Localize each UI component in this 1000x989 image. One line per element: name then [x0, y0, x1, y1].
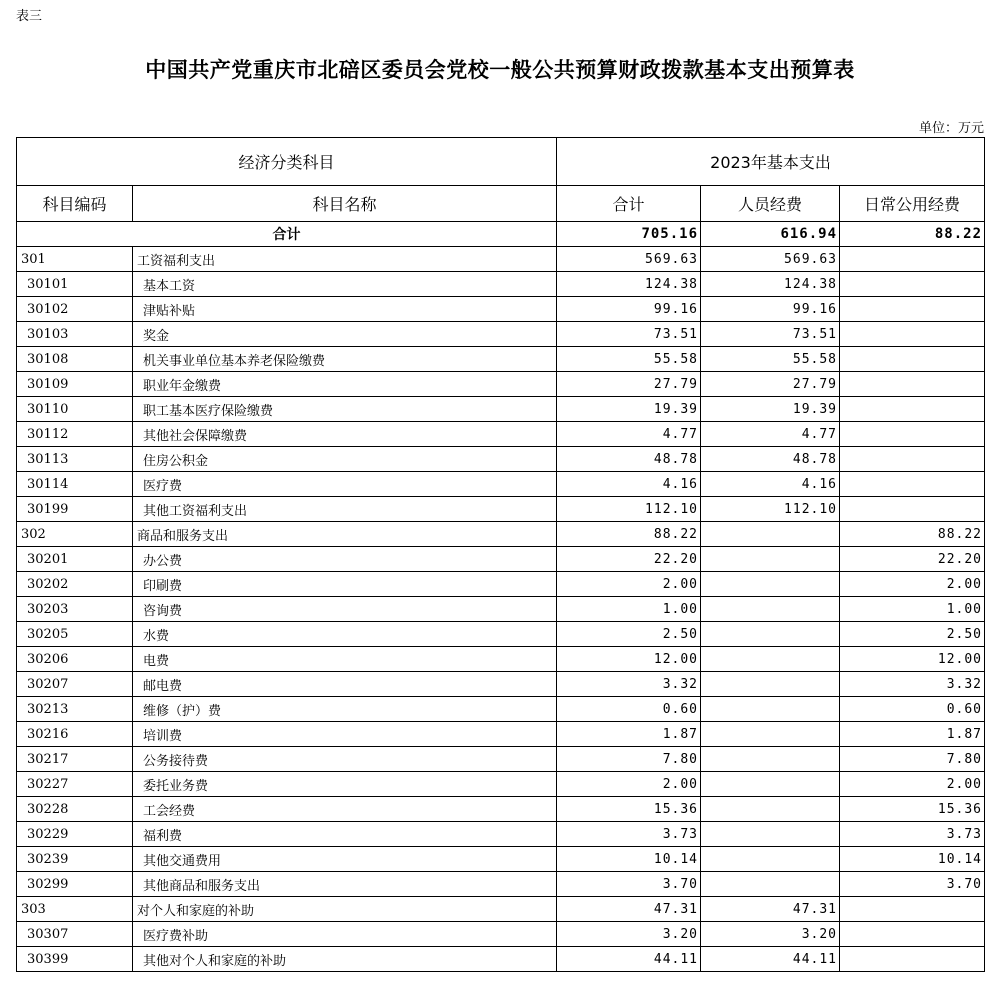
row-name: 对个人和家庭的补助 [133, 897, 557, 922]
row-public: 1.00 [840, 597, 985, 622]
row-code: 30109 [17, 372, 133, 397]
row-personnel [701, 597, 840, 622]
row-public: 0.60 [840, 697, 985, 722]
row-name: 培训费 [133, 722, 557, 747]
row-total: 2.00 [557, 772, 701, 797]
table-row [17, 572, 985, 597]
row-code: 30239 [17, 847, 133, 872]
row-personnel [701, 622, 840, 647]
header-row-columns [17, 186, 985, 222]
row-name: 委托业务费 [133, 772, 557, 797]
row-public [840, 947, 985, 972]
row-public [840, 247, 985, 272]
row-public: 2.00 [840, 572, 985, 597]
table-row [17, 722, 985, 747]
table-row [17, 397, 985, 422]
row-code: 30110 [17, 397, 133, 422]
row-total: 0.60 [557, 697, 701, 722]
row-code: 30199 [17, 497, 133, 522]
table-row [17, 347, 985, 372]
total-row [17, 222, 985, 247]
header-name: 科目名称 [133, 186, 557, 222]
row-public: 3.70 [840, 872, 985, 897]
row-code: 30217 [17, 747, 133, 772]
table-row [17, 247, 985, 272]
row-code: 30202 [17, 572, 133, 597]
row-total: 7.80 [557, 747, 701, 772]
row-code: 30399 [17, 947, 133, 972]
row-total: 1.00 [557, 597, 701, 622]
table-row [17, 672, 985, 697]
row-public [840, 272, 985, 297]
row-public: 3.32 [840, 672, 985, 697]
row-name: 医疗费补助 [133, 922, 557, 947]
row-total: 55.58 [557, 347, 701, 372]
row-name: 咨询费 [133, 597, 557, 622]
row-total: 22.20 [557, 547, 701, 572]
row-name: 其他交通费用 [133, 847, 557, 872]
row-total: 3.32 [557, 672, 701, 697]
row-name: 公务接待费 [133, 747, 557, 772]
row-code: 30112 [17, 422, 133, 447]
row-total: 2.50 [557, 622, 701, 647]
row-name: 商品和服务支出 [133, 522, 557, 547]
row-personnel: 44.11 [701, 947, 840, 972]
row-public: 7.80 [840, 747, 985, 772]
row-total: 44.11 [557, 947, 701, 972]
table-row [17, 872, 985, 897]
row-code: 30102 [17, 297, 133, 322]
row-name: 其他社会保障缴费 [133, 422, 557, 447]
total-row-total: 705.16 [557, 222, 701, 247]
row-code: 30227 [17, 772, 133, 797]
row-personnel: 112.10 [701, 497, 840, 522]
row-name: 邮电费 [133, 672, 557, 697]
row-personnel [701, 697, 840, 722]
row-code: 30307 [17, 922, 133, 947]
row-code: 30216 [17, 722, 133, 747]
row-total: 88.22 [557, 522, 701, 547]
row-total: 73.51 [557, 322, 701, 347]
table-row [17, 747, 985, 772]
table-row [17, 297, 985, 322]
row-name: 住房公积金 [133, 447, 557, 472]
row-name: 机关事业单位基本养老保险缴费 [133, 347, 557, 372]
table-row [17, 597, 985, 622]
row-personnel: 569.63 [701, 247, 840, 272]
row-personnel: 3.20 [701, 922, 840, 947]
row-personnel [701, 847, 840, 872]
row-total: 47.31 [557, 897, 701, 922]
header-personnel: 人员经费 [701, 186, 840, 222]
row-personnel: 73.51 [701, 322, 840, 347]
row-code: 30213 [17, 697, 133, 722]
unit-label: 单位：万元 [918, 121, 984, 136]
row-public [840, 497, 985, 522]
row-name: 其他商品和服务支出 [133, 872, 557, 897]
row-public: 10.14 [840, 847, 985, 872]
table-row [17, 647, 985, 672]
table-row [17, 697, 985, 722]
row-personnel: 4.77 [701, 422, 840, 447]
row-public [840, 472, 985, 497]
row-public: 3.73 [840, 822, 985, 847]
table-row [17, 547, 985, 572]
table-row [17, 772, 985, 797]
row-public [840, 322, 985, 347]
row-personnel: 19.39 [701, 397, 840, 422]
row-public [840, 347, 985, 372]
row-total: 15.36 [557, 797, 701, 822]
table-row [17, 947, 985, 972]
header-row-group [17, 138, 985, 186]
row-code: 30101 [17, 272, 133, 297]
row-total: 99.16 [557, 297, 701, 322]
row-total: 12.00 [557, 647, 701, 672]
table-row [17, 322, 985, 347]
row-personnel: 4.16 [701, 472, 840, 497]
row-name: 奖金 [133, 322, 557, 347]
row-code: 302 [17, 522, 133, 547]
row-name: 工资福利支出 [133, 247, 557, 272]
row-name: 职业年金缴费 [133, 372, 557, 397]
table-row [17, 797, 985, 822]
row-personnel: 55.58 [701, 347, 840, 372]
table-row [17, 497, 985, 522]
total-row-public: 88.22 [840, 222, 985, 247]
row-total: 569.63 [557, 247, 701, 272]
row-public: 12.00 [840, 647, 985, 672]
row-name: 电费 [133, 647, 557, 672]
row-total: 3.20 [557, 922, 701, 947]
row-code: 30205 [17, 622, 133, 647]
table-row [17, 847, 985, 872]
row-total: 112.10 [557, 497, 701, 522]
row-public [840, 922, 985, 947]
row-total: 1.87 [557, 722, 701, 747]
row-code: 303 [17, 897, 133, 922]
row-total: 48.78 [557, 447, 701, 472]
row-total: 27.79 [557, 372, 701, 397]
row-public: 15.36 [840, 797, 985, 822]
row-total: 2.00 [557, 572, 701, 597]
table-row [17, 622, 985, 647]
row-code: 30201 [17, 547, 133, 572]
header-code: 科目编码 [17, 186, 133, 222]
row-personnel [701, 672, 840, 697]
row-personnel [701, 797, 840, 822]
row-code: 30103 [17, 322, 133, 347]
row-personnel [701, 872, 840, 897]
row-name: 津贴补贴 [133, 297, 557, 322]
table-row [17, 822, 985, 847]
header-basic-expenditure-year: 2023年基本支出 [557, 138, 985, 186]
table-row [17, 372, 985, 397]
row-public [840, 397, 985, 422]
row-public: 2.00 [840, 772, 985, 797]
header-total: 合计 [557, 186, 701, 222]
row-name: 维修（护）费 [133, 697, 557, 722]
row-code: 30114 [17, 472, 133, 497]
row-public: 22.20 [840, 547, 985, 572]
table-number-label: 表三 [16, 9, 43, 24]
row-public: 1.87 [840, 722, 985, 747]
row-code: 30203 [17, 597, 133, 622]
row-total: 4.16 [557, 472, 701, 497]
page-title: 中国共产党重庆市北碚区委员会党校一般公共预算财政拨款基本支出预算表 [145, 58, 855, 82]
row-total: 10.14 [557, 847, 701, 872]
table-row [17, 897, 985, 922]
row-name: 水费 [133, 622, 557, 647]
row-name: 其他工资福利支出 [133, 497, 557, 522]
table-row [17, 272, 985, 297]
row-code: 30207 [17, 672, 133, 697]
table-row [17, 472, 985, 497]
row-total: 4.77 [557, 422, 701, 447]
row-personnel [701, 747, 840, 772]
row-total: 3.70 [557, 872, 701, 897]
row-public [840, 422, 985, 447]
header-economic-category: 经济分类科目 [17, 138, 557, 186]
table-row [17, 522, 985, 547]
row-name: 印刷费 [133, 572, 557, 597]
row-code: 30206 [17, 647, 133, 672]
row-personnel: 27.79 [701, 372, 840, 397]
row-personnel [701, 722, 840, 747]
row-personnel: 124.38 [701, 272, 840, 297]
table-row [17, 922, 985, 947]
row-personnel [701, 647, 840, 672]
row-public: 2.50 [840, 622, 985, 647]
row-name: 福利费 [133, 822, 557, 847]
row-name: 医疗费 [133, 472, 557, 497]
row-name: 办公费 [133, 547, 557, 572]
row-total: 124.38 [557, 272, 701, 297]
table-row [17, 422, 985, 447]
row-name: 其他对个人和家庭的补助 [133, 947, 557, 972]
budget-table [16, 137, 985, 972]
row-total: 3.73 [557, 822, 701, 847]
row-personnel [701, 822, 840, 847]
row-personnel: 47.31 [701, 897, 840, 922]
row-personnel [701, 772, 840, 797]
row-code: 30229 [17, 822, 133, 847]
row-code: 30108 [17, 347, 133, 372]
table-row [17, 447, 985, 472]
row-name: 工会经费 [133, 797, 557, 822]
row-total: 19.39 [557, 397, 701, 422]
row-code: 30299 [17, 872, 133, 897]
row-public [840, 447, 985, 472]
row-public [840, 897, 985, 922]
row-personnel [701, 572, 840, 597]
row-public [840, 372, 985, 397]
row-public: 88.22 [840, 522, 985, 547]
total-row-label: 合计 [17, 222, 557, 247]
total-row-personnel: 616.94 [701, 222, 840, 247]
row-personnel: 99.16 [701, 297, 840, 322]
row-code: 301 [17, 247, 133, 272]
row-code: 30113 [17, 447, 133, 472]
row-name: 基本工资 [133, 272, 557, 297]
row-personnel [701, 547, 840, 572]
header-public: 日常公用经费 [840, 186, 985, 222]
row-code: 30228 [17, 797, 133, 822]
row-public [840, 297, 985, 322]
row-name: 职工基本医疗保险缴费 [133, 397, 557, 422]
row-personnel [701, 522, 840, 547]
row-personnel: 48.78 [701, 447, 840, 472]
